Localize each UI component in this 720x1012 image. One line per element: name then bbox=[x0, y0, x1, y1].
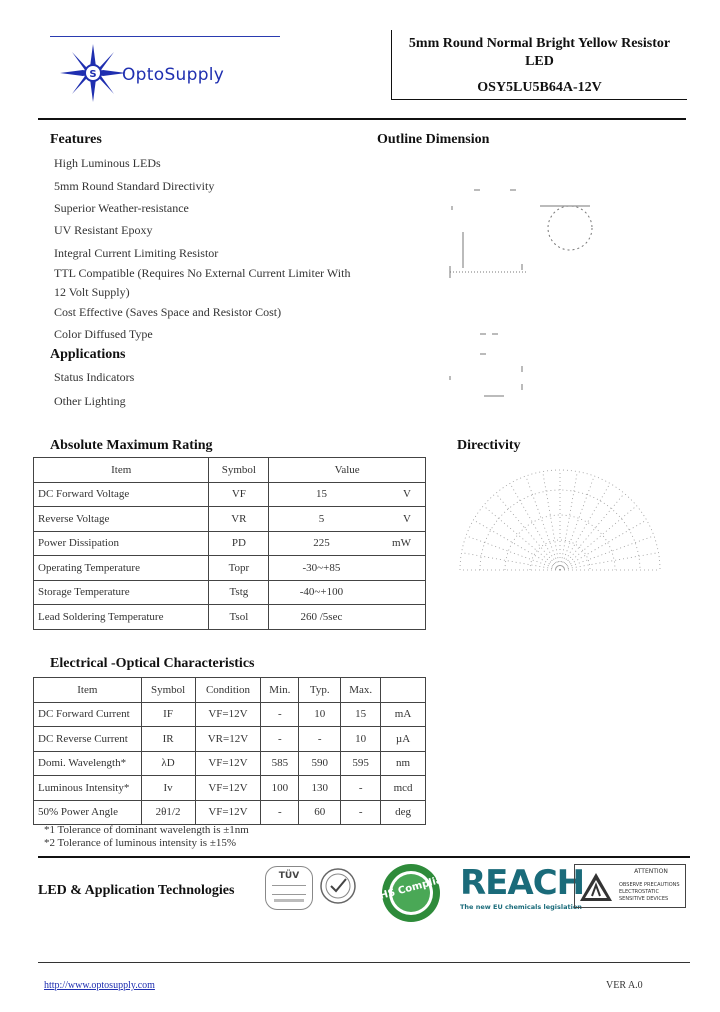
feature-item: High Luminous LEDs bbox=[54, 156, 161, 170]
footer-tagline: LED & Application Technologies bbox=[38, 883, 235, 898]
website-link[interactable]: http://www.optosupply.com bbox=[44, 980, 155, 991]
unit-cell: mcd bbox=[381, 776, 426, 801]
condition-cell: VF=12V bbox=[195, 702, 261, 727]
min-cell: 100 bbox=[261, 776, 299, 801]
table-row bbox=[34, 507, 426, 532]
typ-cell: 590 bbox=[299, 751, 341, 776]
esd-attention-badge bbox=[574, 864, 686, 908]
item-cell: DC Forward Current bbox=[34, 702, 142, 727]
item-cell: Lead Soldering Temperature bbox=[34, 605, 209, 630]
feature-item: UV Resistant Epoxy bbox=[54, 223, 153, 237]
application-item: Other Lighting bbox=[54, 394, 126, 408]
item-cell: Operating Temperature bbox=[34, 556, 209, 581]
symbol-cell: IR bbox=[141, 727, 195, 752]
item-cell: Reverse Voltage bbox=[34, 507, 209, 532]
feature-item: 12 Volt Supply) bbox=[54, 285, 130, 299]
value-cell: 225 bbox=[269, 531, 374, 556]
symbol-cell: PD bbox=[209, 531, 269, 556]
reach-badge bbox=[460, 863, 585, 914]
header-cell bbox=[381, 678, 426, 703]
max-cell: 10 bbox=[341, 727, 381, 752]
value-cell: 15 bbox=[269, 482, 374, 507]
symbol-cell: Iv bbox=[141, 776, 195, 801]
feature-item: Cost Effective (Saves Space and Resistor Cost) bbox=[54, 305, 282, 319]
value-cell: 5 bbox=[269, 507, 374, 532]
feature-item: Integral Current Limiting Resistor bbox=[54, 246, 219, 260]
polar-grid-spoke bbox=[560, 520, 647, 570]
item-cell: Domi. Wavelength* bbox=[34, 751, 142, 776]
polar-grid-spoke bbox=[560, 472, 577, 570]
polar-grid-spoke bbox=[510, 483, 560, 570]
outline-drawing bbox=[440, 180, 610, 410]
feature-item: TTL Compatible (Requires No External Current Limiter With bbox=[54, 266, 351, 280]
unit-cell bbox=[374, 580, 426, 605]
polar-grid-spoke bbox=[560, 506, 637, 570]
table-row bbox=[34, 482, 426, 507]
header-cell: Condition bbox=[195, 678, 261, 703]
feature-item: 5mm Round Standard Directivity bbox=[54, 179, 215, 193]
header-cell: Value bbox=[269, 458, 426, 483]
abs-max-heading: Absolute Maximum Rating bbox=[50, 438, 213, 453]
max-cell: - bbox=[341, 800, 381, 825]
typ-cell: 60 bbox=[299, 800, 341, 825]
item-cell: 50% Power Angle bbox=[34, 800, 142, 825]
footnote: *2 Tolerance of luminous intensity is ±15% bbox=[44, 837, 237, 849]
unit-cell: µA bbox=[381, 727, 426, 752]
polar-grid-spoke bbox=[560, 483, 610, 570]
tuv-label: TÜV bbox=[278, 871, 300, 881]
table-row bbox=[34, 800, 426, 825]
condition-cell: VR=12V bbox=[195, 727, 261, 752]
table-row bbox=[34, 776, 426, 801]
table-row bbox=[34, 727, 426, 752]
min-cell: - bbox=[261, 702, 299, 727]
unit-cell: V bbox=[374, 482, 426, 507]
condition-cell: VF=12V bbox=[195, 751, 261, 776]
item-cell: Storage Temperature bbox=[34, 580, 209, 605]
table-row bbox=[34, 751, 426, 776]
table-row bbox=[34, 531, 426, 556]
product-title-line2: LED bbox=[525, 54, 554, 69]
typ-cell: - bbox=[299, 727, 341, 752]
condition-cell: VF=12V bbox=[195, 800, 261, 825]
table-header-row bbox=[34, 458, 426, 483]
outline-heading: Outline Dimension bbox=[377, 132, 490, 147]
directivity-heading: Directivity bbox=[457, 438, 521, 453]
item-cell: DC Forward Voltage bbox=[34, 482, 209, 507]
polar-grid-spoke bbox=[543, 472, 560, 570]
max-cell: 595 bbox=[341, 751, 381, 776]
value-cell: -30~+85 bbox=[269, 556, 374, 581]
unit-cell: deg bbox=[381, 800, 426, 825]
directivity-polar-chart bbox=[455, 464, 665, 576]
tuv-badge bbox=[265, 866, 313, 910]
polar-grid-spoke bbox=[462, 553, 560, 570]
header-cell: Item bbox=[34, 678, 142, 703]
attention-line: SENSITIVE DEVICES bbox=[619, 896, 669, 902]
table-row bbox=[34, 605, 426, 630]
brand-name: OptoSupply bbox=[122, 65, 225, 85]
attention-title: ATTENTION bbox=[634, 868, 668, 875]
polar-grid-spoke bbox=[560, 536, 654, 570]
rohs-label: RoHS Compliant bbox=[364, 871, 456, 906]
attention-line: ELECTROSTATIC bbox=[619, 889, 659, 895]
polar-grid-spoke bbox=[473, 520, 560, 570]
esd-warning-icon bbox=[579, 871, 613, 903]
polar-grid-spoke bbox=[496, 493, 560, 570]
header-cell: Typ. bbox=[299, 678, 341, 703]
item-cell: Power Dissipation bbox=[34, 531, 209, 556]
min-cell: - bbox=[261, 800, 299, 825]
header-cell: Max. bbox=[341, 678, 381, 703]
typ-cell: 10 bbox=[299, 702, 341, 727]
eo-heading: Electrical -Optical Characteristics bbox=[50, 656, 255, 671]
product-title-line1: 5mm Round Normal Bright Yellow Resistor bbox=[408, 36, 671, 51]
feature-item: Color Diffused Type bbox=[54, 327, 153, 341]
symbol-cell: 2θ1/2 bbox=[141, 800, 195, 825]
header-cell: Symbol bbox=[141, 678, 195, 703]
polar-grid-spoke bbox=[560, 493, 624, 570]
value-cell: 260 /5sec bbox=[269, 605, 374, 630]
applications-heading: Applications bbox=[50, 347, 126, 362]
header-cell: Symbol bbox=[209, 458, 269, 483]
symbol-cell: Tsol bbox=[209, 605, 269, 630]
polar-grid-spoke bbox=[483, 506, 560, 570]
max-cell: 15 bbox=[341, 702, 381, 727]
attention-line: OBSERVE PRECAUTIONS bbox=[619, 882, 680, 888]
symbol-cell: VR bbox=[209, 507, 269, 532]
svg-text:S: S bbox=[89, 69, 97, 80]
application-item: Status Indicators bbox=[54, 370, 135, 384]
part-number: OSY5LU5B64A-12V bbox=[477, 80, 602, 95]
polar-grid-spoke bbox=[560, 553, 658, 570]
min-cell: 585 bbox=[261, 751, 299, 776]
typ-cell: 130 bbox=[299, 776, 341, 801]
unit-cell: nm bbox=[381, 751, 426, 776]
item-cell: DC Reverse Current bbox=[34, 727, 142, 752]
max-cell: - bbox=[341, 776, 381, 801]
item-cell: Luminous Intensity* bbox=[34, 776, 142, 801]
symbol-cell: λD bbox=[141, 751, 195, 776]
symbol-cell: Topr bbox=[209, 556, 269, 581]
symbol-cell: VF bbox=[209, 482, 269, 507]
title-box bbox=[391, 30, 687, 100]
footnote: *1 Tolerance of dominant wavelength is ±1nm bbox=[44, 824, 249, 836]
section-divider bbox=[38, 118, 686, 120]
table-row bbox=[34, 580, 426, 605]
header-cell: Min. bbox=[261, 678, 299, 703]
rohs-compliant-badge bbox=[364, 862, 456, 924]
min-cell: - bbox=[261, 727, 299, 752]
table-header-row bbox=[34, 678, 426, 703]
header-cell: Item bbox=[34, 458, 209, 483]
unit-cell: mA bbox=[381, 702, 426, 727]
reach-title: REACH bbox=[460, 863, 585, 903]
symbol-cell: Tstg bbox=[209, 580, 269, 605]
certification-seal-icon bbox=[318, 862, 358, 908]
polar-grid-spoke bbox=[466, 536, 560, 570]
version-label: VER A.0 bbox=[606, 980, 643, 991]
unit-cell bbox=[374, 605, 426, 630]
symbol-cell: IF bbox=[141, 702, 195, 727]
unit-cell: V bbox=[374, 507, 426, 532]
table-row bbox=[34, 702, 426, 727]
unit-cell bbox=[374, 556, 426, 581]
value-cell: -40~+100 bbox=[269, 580, 374, 605]
abs-max-table bbox=[33, 457, 426, 630]
feature-item: Superior Weather-resistance bbox=[54, 201, 189, 215]
footer-divider bbox=[38, 856, 690, 858]
condition-cell: VF=12V bbox=[195, 776, 261, 801]
bottom-divider bbox=[38, 962, 690, 963]
features-heading: Features bbox=[50, 132, 102, 147]
star-logo-icon bbox=[58, 42, 128, 104]
logo-rule bbox=[50, 36, 280, 37]
unit-cell: mW bbox=[374, 531, 426, 556]
eo-table bbox=[33, 677, 426, 825]
reach-subtitle: The new EU chemicals legislation bbox=[460, 903, 582, 911]
table-row bbox=[34, 556, 426, 581]
